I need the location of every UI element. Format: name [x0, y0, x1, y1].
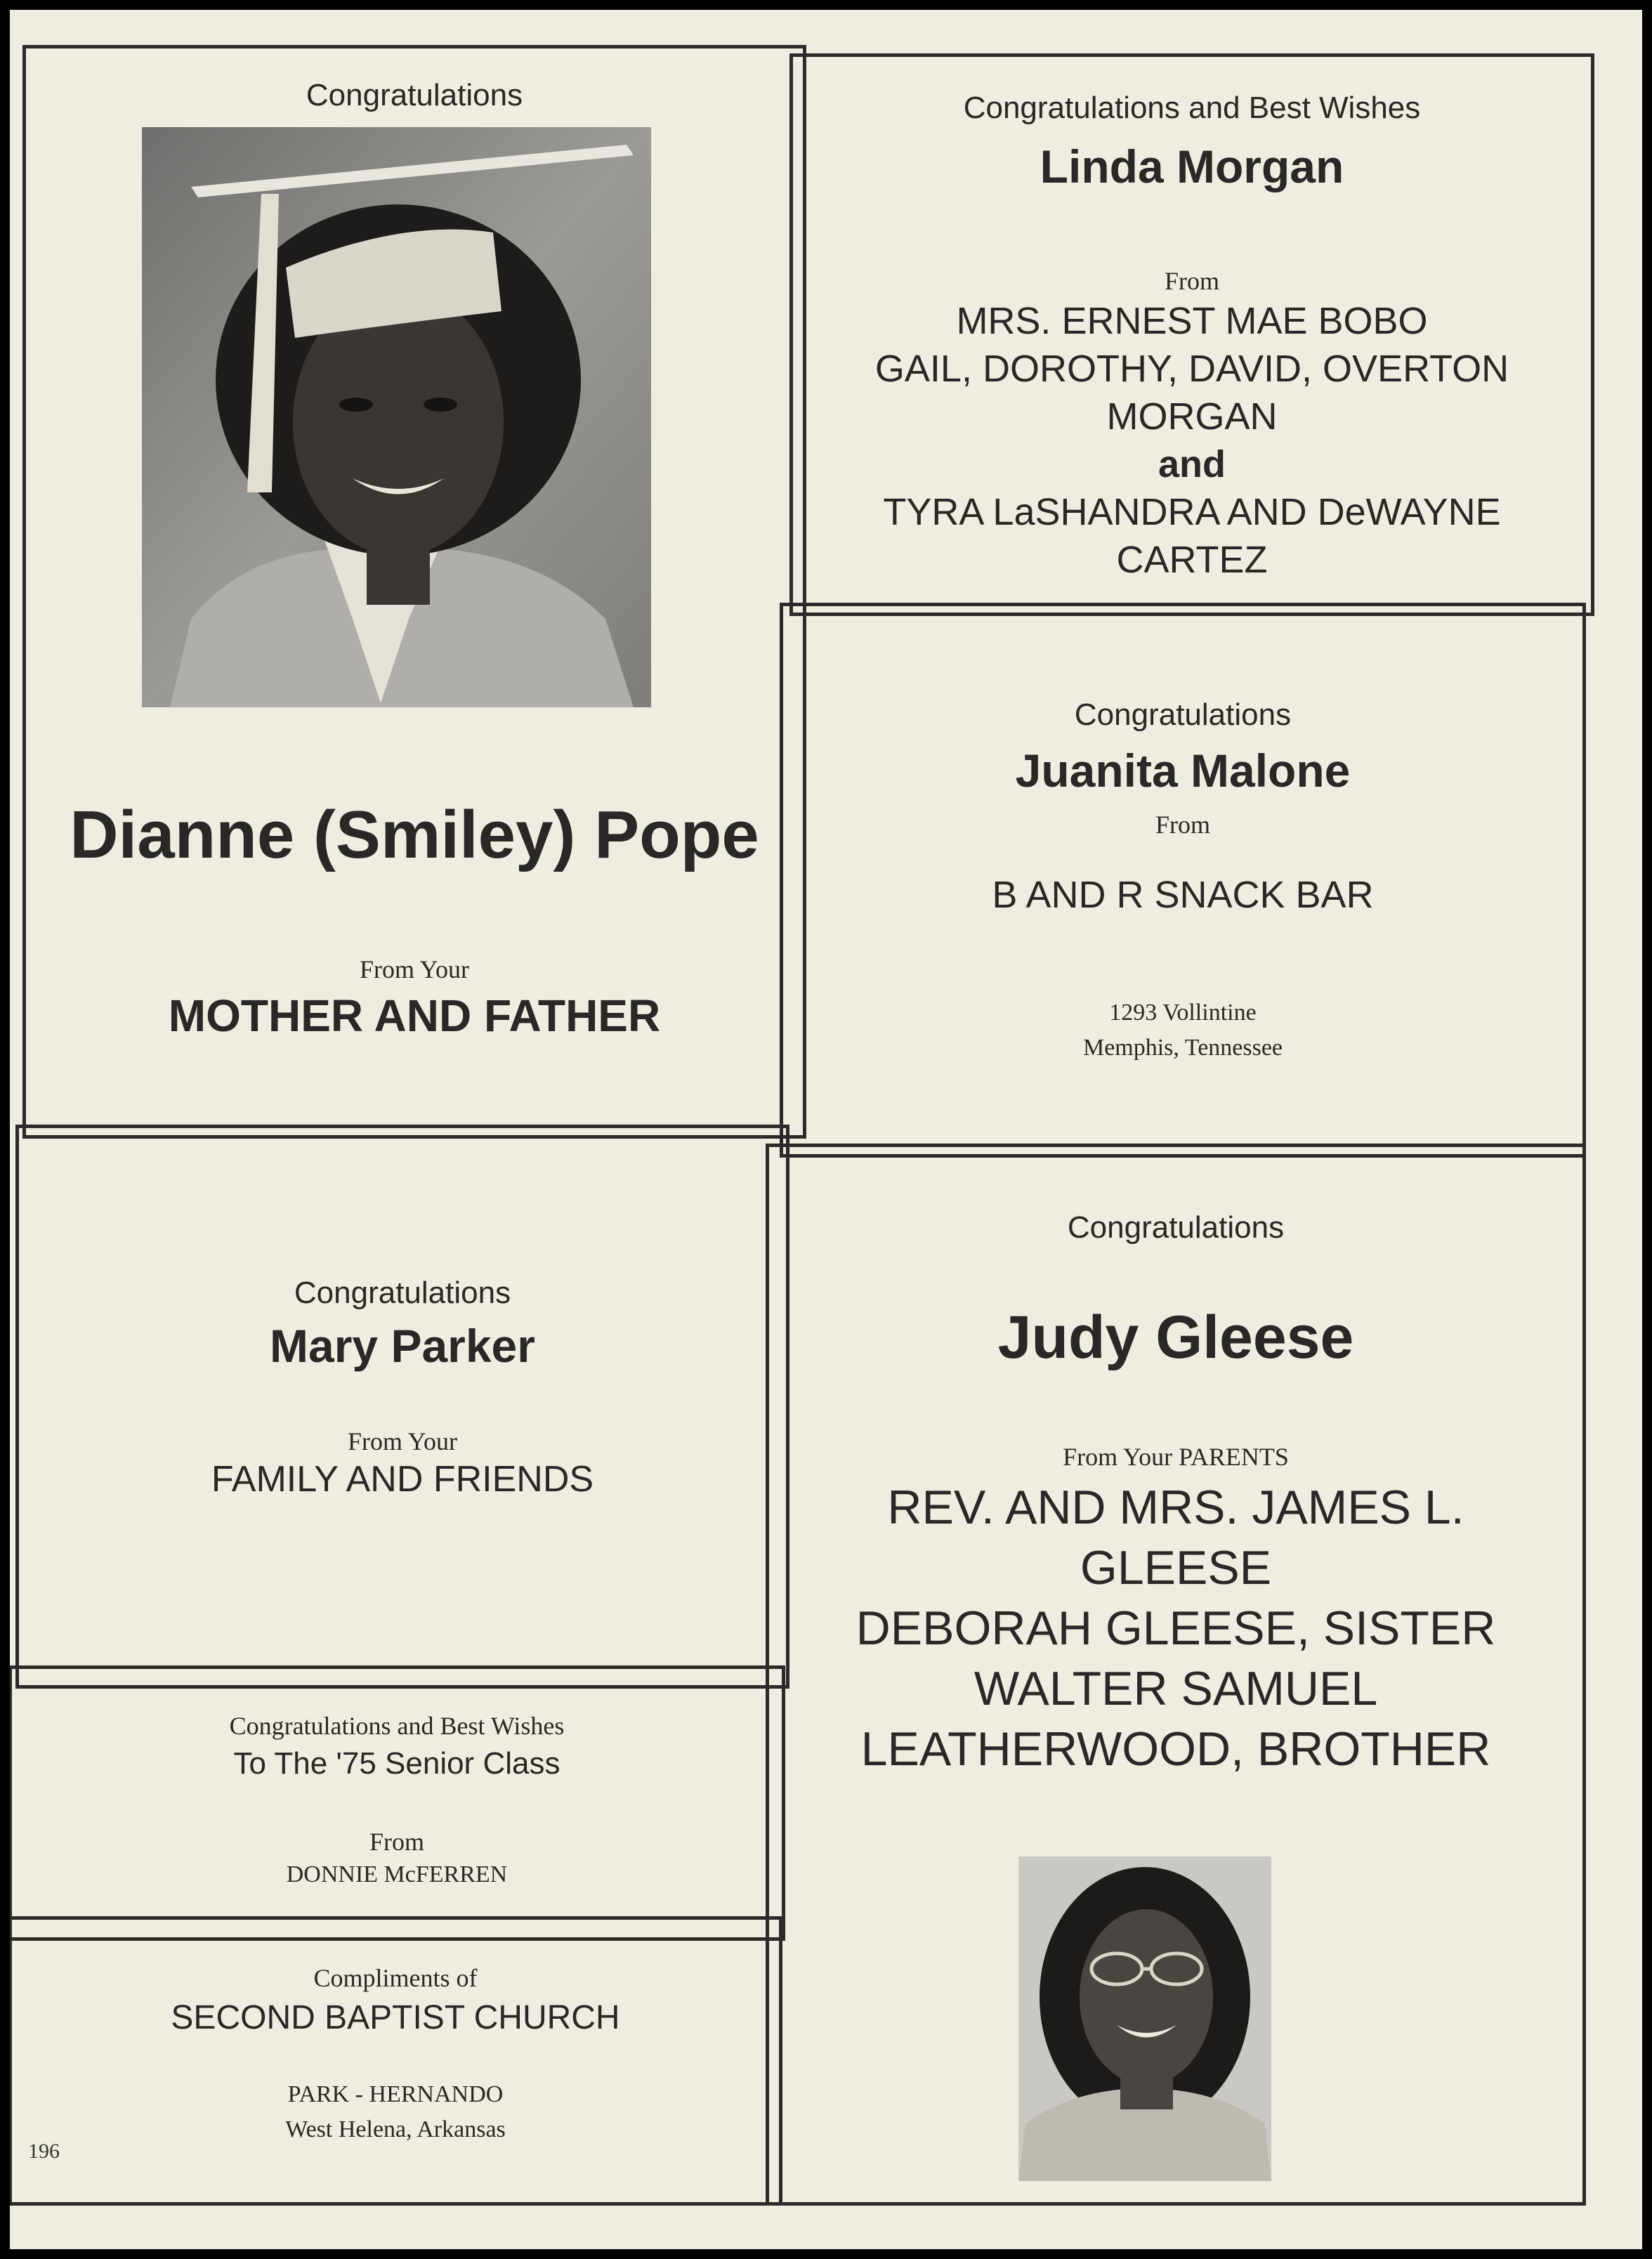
- graduate-portrait-image: [142, 127, 651, 707]
- ad-box-morgan: [789, 53, 1594, 616]
- ad-heading: Congratulations: [294, 1276, 511, 1310]
- sender-line: TYRA LaSHANDRA AND DeWAYNE: [883, 491, 1501, 533]
- ad-box-pope: [22, 45, 806, 1139]
- from-label: From: [369, 1828, 424, 1856]
- sender-line: and: [1158, 443, 1226, 485]
- address-line: 1293 Vollintine: [1109, 1000, 1257, 1026]
- page-number: 196: [28, 2140, 60, 2163]
- sender-line: GLEESE: [1080, 1541, 1272, 1595]
- sender-name: FAMILY AND FRIENDS: [211, 1459, 594, 1500]
- sender-name: MOTHER AND FATHER: [168, 990, 661, 1041]
- honoree-name: Judy Gleese: [997, 1304, 1354, 1371]
- honoree-name: Mary Parker: [270, 1320, 535, 1372]
- honoree-name: SECOND BAPTIST CHURCH: [171, 1999, 620, 2036]
- from-label: From: [1155, 811, 1210, 839]
- sender-name: B AND R SNACK BAR: [992, 874, 1374, 916]
- sender-line: DEBORAH GLEESE, SISTER: [855, 1602, 1496, 1655]
- ad-box-gleese: [766, 1144, 1586, 2206]
- sender-line: MRS. ERNEST MAE BOBO: [956, 300, 1428, 342]
- address-line: West Helena, Arkansas: [285, 2116, 506, 2142]
- honoree-name: Dianne (Smiley) Pope: [70, 797, 759, 872]
- sender-line: LEATHERWOOD, BROTHER: [860, 1722, 1491, 1776]
- sender-line: WALTER SAMUEL: [973, 1662, 1378, 1715]
- sender-name: DONNIE McFERREN: [286, 1861, 508, 1887]
- from-label: From: [1164, 267, 1219, 295]
- sender-line: GAIL, DOROTHY, DAVID, OVERTON: [874, 348, 1509, 390]
- ad-heading: Congratulations and Best Wishes: [229, 1712, 565, 1740]
- ad-heading: Congratulations and Best Wishes: [963, 91, 1421, 125]
- graduate-portrait-photo: [142, 127, 651, 707]
- from-label: From Your: [347, 1427, 458, 1455]
- ad-heading: Compliments of: [313, 1964, 478, 1992]
- address-line: Memphis, Tennessee: [1082, 1035, 1283, 1061]
- sender-line: MORGAN: [1106, 395, 1278, 438]
- ad-box-church: [10, 1916, 782, 2206]
- address-line: PARK - HERNANDO: [287, 2081, 504, 2107]
- senior-portrait-image: [1018, 1857, 1271, 2181]
- sender-line: REV. AND MRS. JAMES L.: [887, 1481, 1464, 1534]
- honoree-name: Juanita Malone: [1015, 745, 1351, 797]
- ad-box-malone: [780, 603, 1586, 1158]
- from-label: From Your: [359, 955, 470, 983]
- ad-heading: Congratulations: [1067, 1210, 1285, 1245]
- ad-heading: Congratulations: [306, 78, 523, 112]
- ad-heading: Congratulations: [1074, 698, 1292, 732]
- honoree-name: To The '75 Senior Class: [233, 1746, 560, 1781]
- from-label: From Your PARENTS: [1063, 1443, 1289, 1471]
- sender-line: CARTEZ: [1116, 539, 1268, 581]
- senior-portrait-photo: [1018, 1857, 1271, 2181]
- yearbook-page: [10, 10, 1642, 2249]
- ad-box-parker: [15, 1125, 789, 1689]
- ad-box-senior-class: [10, 1665, 785, 1941]
- honoree-name: Linda Morgan: [1040, 140, 1344, 192]
